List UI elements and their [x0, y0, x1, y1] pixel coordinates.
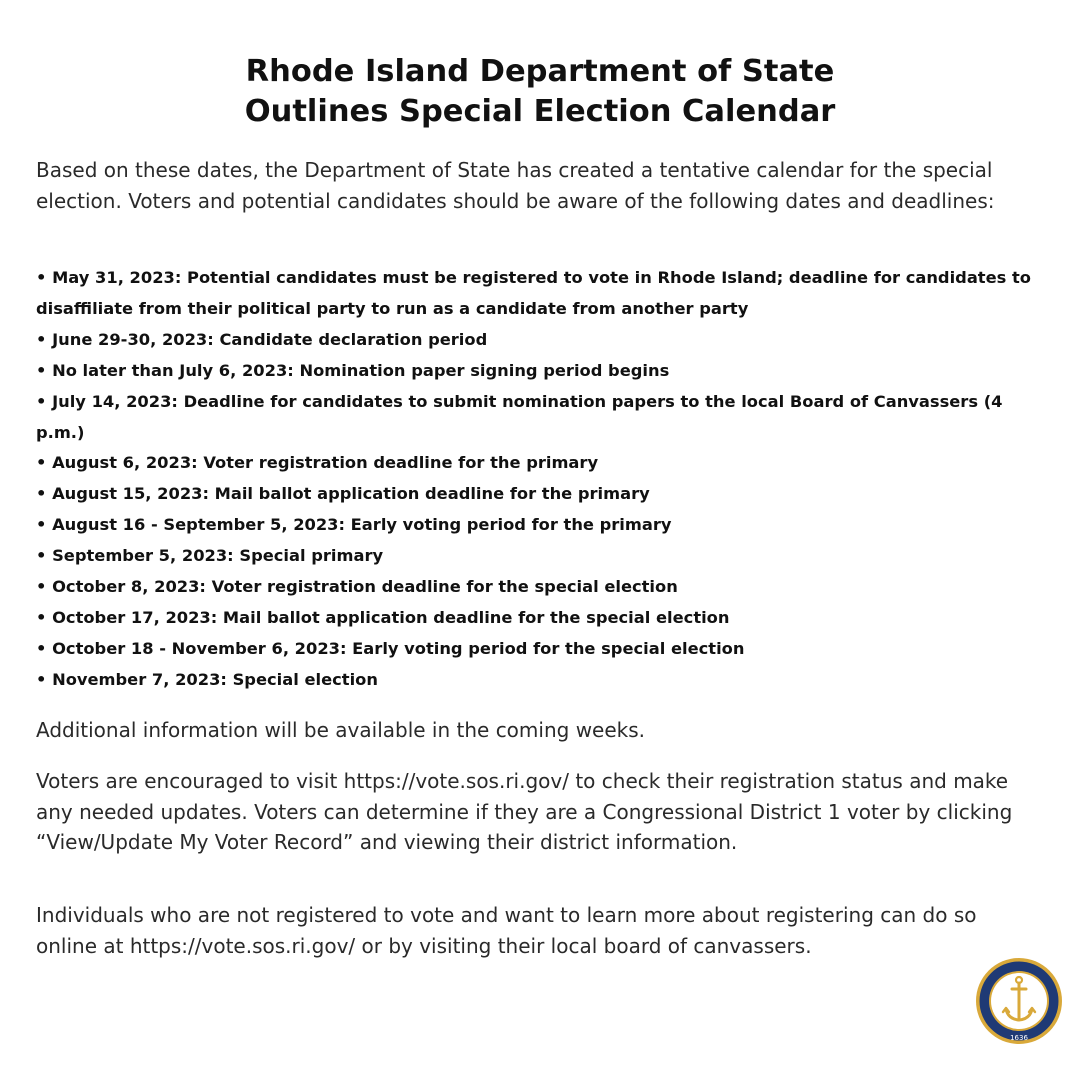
date-item-october-8: • October 8, 2023: Voter registration deadline for the special election: [36, 577, 678, 597]
date-item-august-16: • August 16 - September 5, 2023: Early voting period for the primary: [36, 515, 672, 535]
date-item-august-15: • August 15, 2023: Mail ballot application deadline for the primary: [36, 484, 650, 504]
date-item-july-6: • No later than July 6, 2023: Nomination paper signing period begins: [36, 360, 670, 380]
date-item-september-5: • September 5, 2023: Special primary: [36, 546, 384, 566]
state-seal-logo: [975, 957, 1063, 1045]
registration-info-paragraph: Individuals who are not registered to vote and want to learn more about registering can do so online at https://vote.sos.ri.gov/ or by visiting their local board of canvassers.: [36, 903, 977, 958]
page-title: [0, 52, 1080, 132]
date-item-october-17: • October 17, 2023: Mail ballot application deadline for the special election: [36, 607, 730, 627]
seal-year: 1636: [1010, 1034, 1028, 1042]
date-item-october-18: • October 18 - November 6, 2023: Early voting period for the special election: [36, 638, 745, 658]
title-line-1: Rhode Island Department of State: [245, 54, 835, 89]
date-item-august-6: • August 6, 2023: Voter registration deadline for the primary: [36, 453, 599, 473]
additional-info-paragraph: Additional information will be available in the coming weeks.: [36, 718, 646, 742]
date-item-may-31: • May 31, 2023: Potential candidates must be registered to vote in Rhode Island; deadline for candidates to disaffiliate from their political party to run as a candidate from another party: [36, 268, 1031, 318]
intro-paragraph: Based on these dates, the Department of State has created a tentative calendar for the special election. Voters and potential candidates should be aware of the following dates and deadlines:: [36, 158, 995, 213]
date-item-june-29-30: • June 29-30, 2023: Candidate declaration period: [36, 329, 488, 349]
election-dates-list: [36, 263, 1046, 696]
title-line-2: Outlines Special Election Calendar: [244, 94, 836, 129]
visit-website-paragraph: Voters are encouraged to visit https://vote.sos.ri.gov/ to check their registration status and make any needed updates. Voters can determine if they are a Congressional District 1 voter by clicking “View/Update My Voter Record” and viewing their district information.: [36, 769, 1013, 854]
date-item-november-7: • November 7, 2023: Special election: [36, 669, 378, 689]
date-item-july-14: • July 14, 2023: Deadline for candidates to submit nomination papers to the local Board of Canvassers (4 p.m.): [36, 391, 1003, 442]
